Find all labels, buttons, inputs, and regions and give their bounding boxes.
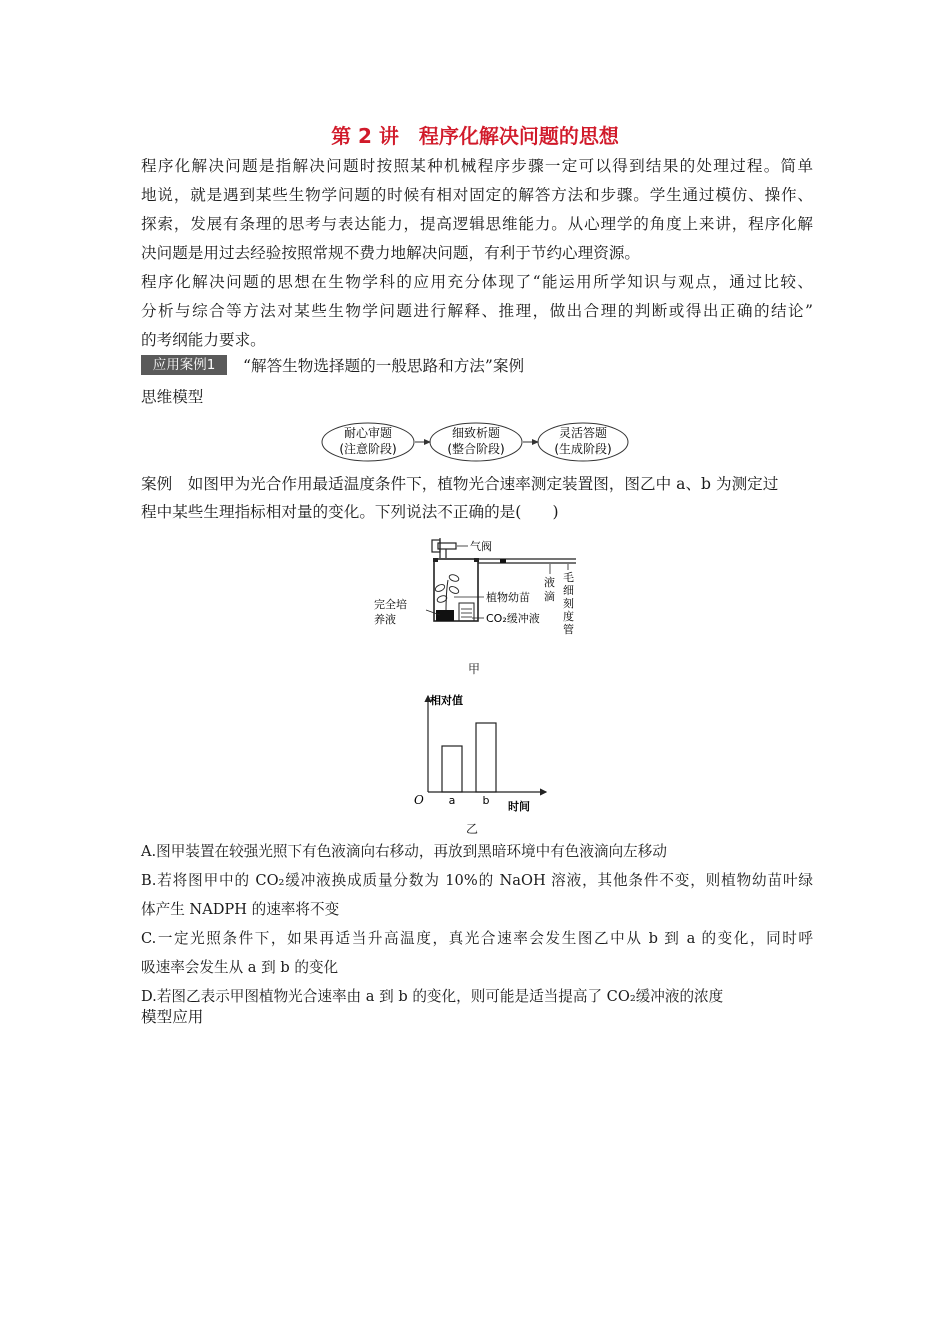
text-line: 地说，就是遇到某些生物学问题的时候有相对固定的解答方法和步骤。学生通过模仿、操作、 [141, 186, 813, 204]
seedling-icon [434, 573, 460, 612]
text-line: 程序化解决问题是指解决问题时按照某种机械程序步骤一定可以得到结果的处理过程。简单 [141, 157, 813, 175]
bar-b [476, 723, 496, 792]
question-stem-line-2: 程中某些生理指标相对量的变化。下列说法不正确的是( ) [141, 503, 559, 521]
option-b-text: 体产生 NADPH 的速率将不变 [141, 901, 340, 918]
x-tick-label: b [482, 794, 490, 807]
flow-step-stage: (注意阶段) [339, 442, 397, 456]
capillary-tube-icon [478, 559, 576, 563]
figure-b-caption: 乙 [466, 822, 479, 836]
intro-paragraph-1 [141, 152, 813, 268]
flow-step-stage: (生成阶段) [554, 442, 612, 456]
tube-label-char: 刻 [563, 597, 574, 610]
bars-group [442, 723, 496, 807]
tube-label-char: 度 [563, 610, 574, 623]
flow-step-label: 耐心审题 [343, 426, 393, 440]
droplet-label-line-2: 滴 [544, 590, 555, 603]
model-label: 思维模型 [141, 388, 204, 406]
buffer-label: CO₂缓冲液 [486, 612, 540, 625]
thinking-model-flowchart [320, 418, 630, 466]
valve-label: 气阀 [470, 540, 492, 553]
valve-icon [432, 538, 456, 558]
medium-label-line-1: 完全培 [374, 598, 407, 611]
flow-step-stage: (整合阶段) [447, 442, 505, 456]
case-title: “解答生物选择题的一般思路和方法”案例 [243, 357, 525, 375]
option-c[interactable] [141, 924, 813, 982]
case-tag: 应用案例1 [141, 355, 227, 375]
option-a[interactable] [141, 837, 813, 866]
option-b[interactable] [141, 866, 813, 924]
tube-label-char: 细 [563, 584, 574, 597]
option-d[interactable] [141, 982, 813, 1011]
option-a-text: A.图甲装置在较强光照下有色液滴向右移动，再放到黑暗环境中有色液滴向左移动 [141, 843, 667, 860]
tube-label-char: 管 [563, 623, 574, 636]
text-line: 决问题是用过去经验按照常规不费力地解决问题，有利于节约心理资源。 [141, 244, 641, 262]
text-line: 探索，发展有条理的思考与表达能力，提高逻辑思维能力。从心理学的角度上来讲，程序化解 [141, 215, 813, 233]
tube-label-char: 毛 [563, 571, 574, 584]
apparatus-figure [360, 530, 590, 660]
bar-chart [400, 688, 550, 816]
flow-step-3 [538, 423, 628, 461]
bar-a [442, 746, 462, 792]
medium-label-line-2: 养液 [374, 613, 396, 626]
flow-step-label: 细致析题 [451, 426, 501, 440]
option-b-text: B.若将图甲中的 CO₂缓冲液换成质量分数为 10%的 NaOH 溶液，其他条件不变，则植物幼苗叶绿 [141, 872, 813, 889]
figure-a-caption: 甲 [468, 662, 481, 676]
intro-paragraph-2 [141, 268, 813, 355]
text-line: 的考纲能力要求。 [141, 331, 266, 349]
option-c-text: C.一定光照条件下，如果再适当升高温度，真光合速率会发生图乙中从 b 到 a 的变化，同时呼 [141, 930, 813, 947]
droplet-label-line-1: 液 [544, 576, 555, 589]
flow-step-1 [322, 423, 414, 461]
footer-label: 模型应用 [141, 1008, 204, 1026]
option-d-text: D.若图乙表示甲图植物光合速率由 a 到 b 的变化，则可能是适当提高了 CO₂缓冲液的浓度 [141, 988, 724, 1005]
question-stem-line-1: 案例 如图甲为光合作用最适温度条件下，植物光合速率测定装置图，图乙中 a、b 为测定过 [141, 475, 779, 493]
seedling-label: 植物幼苗 [486, 591, 530, 604]
y-axis-label: 相对值 [430, 694, 463, 707]
text-line: 程序化解决问题的思想在生物学科的应用充分体现了“能运用所学知识与观点，通过比较、 [141, 273, 813, 291]
x-axis-label: 时间 [508, 800, 530, 813]
x-tick-label: a [448, 794, 456, 807]
buffer-beaker-icon [459, 603, 474, 621]
origin-label: O [414, 793, 424, 807]
culture-solution-icon [436, 610, 454, 621]
flow-step-2 [430, 423, 522, 461]
flow-step-label: 灵活答题 [558, 426, 608, 440]
option-c-text: 吸速率会发生从 a 到 b 的变化 [141, 959, 339, 976]
page-title: 第 2 讲 程序化解决问题的思想 [331, 124, 619, 148]
text-line: 分析与综合等方法对某些生物学问题进行解释、推理，做出合理的判断或得出正确的结论” [141, 302, 813, 320]
